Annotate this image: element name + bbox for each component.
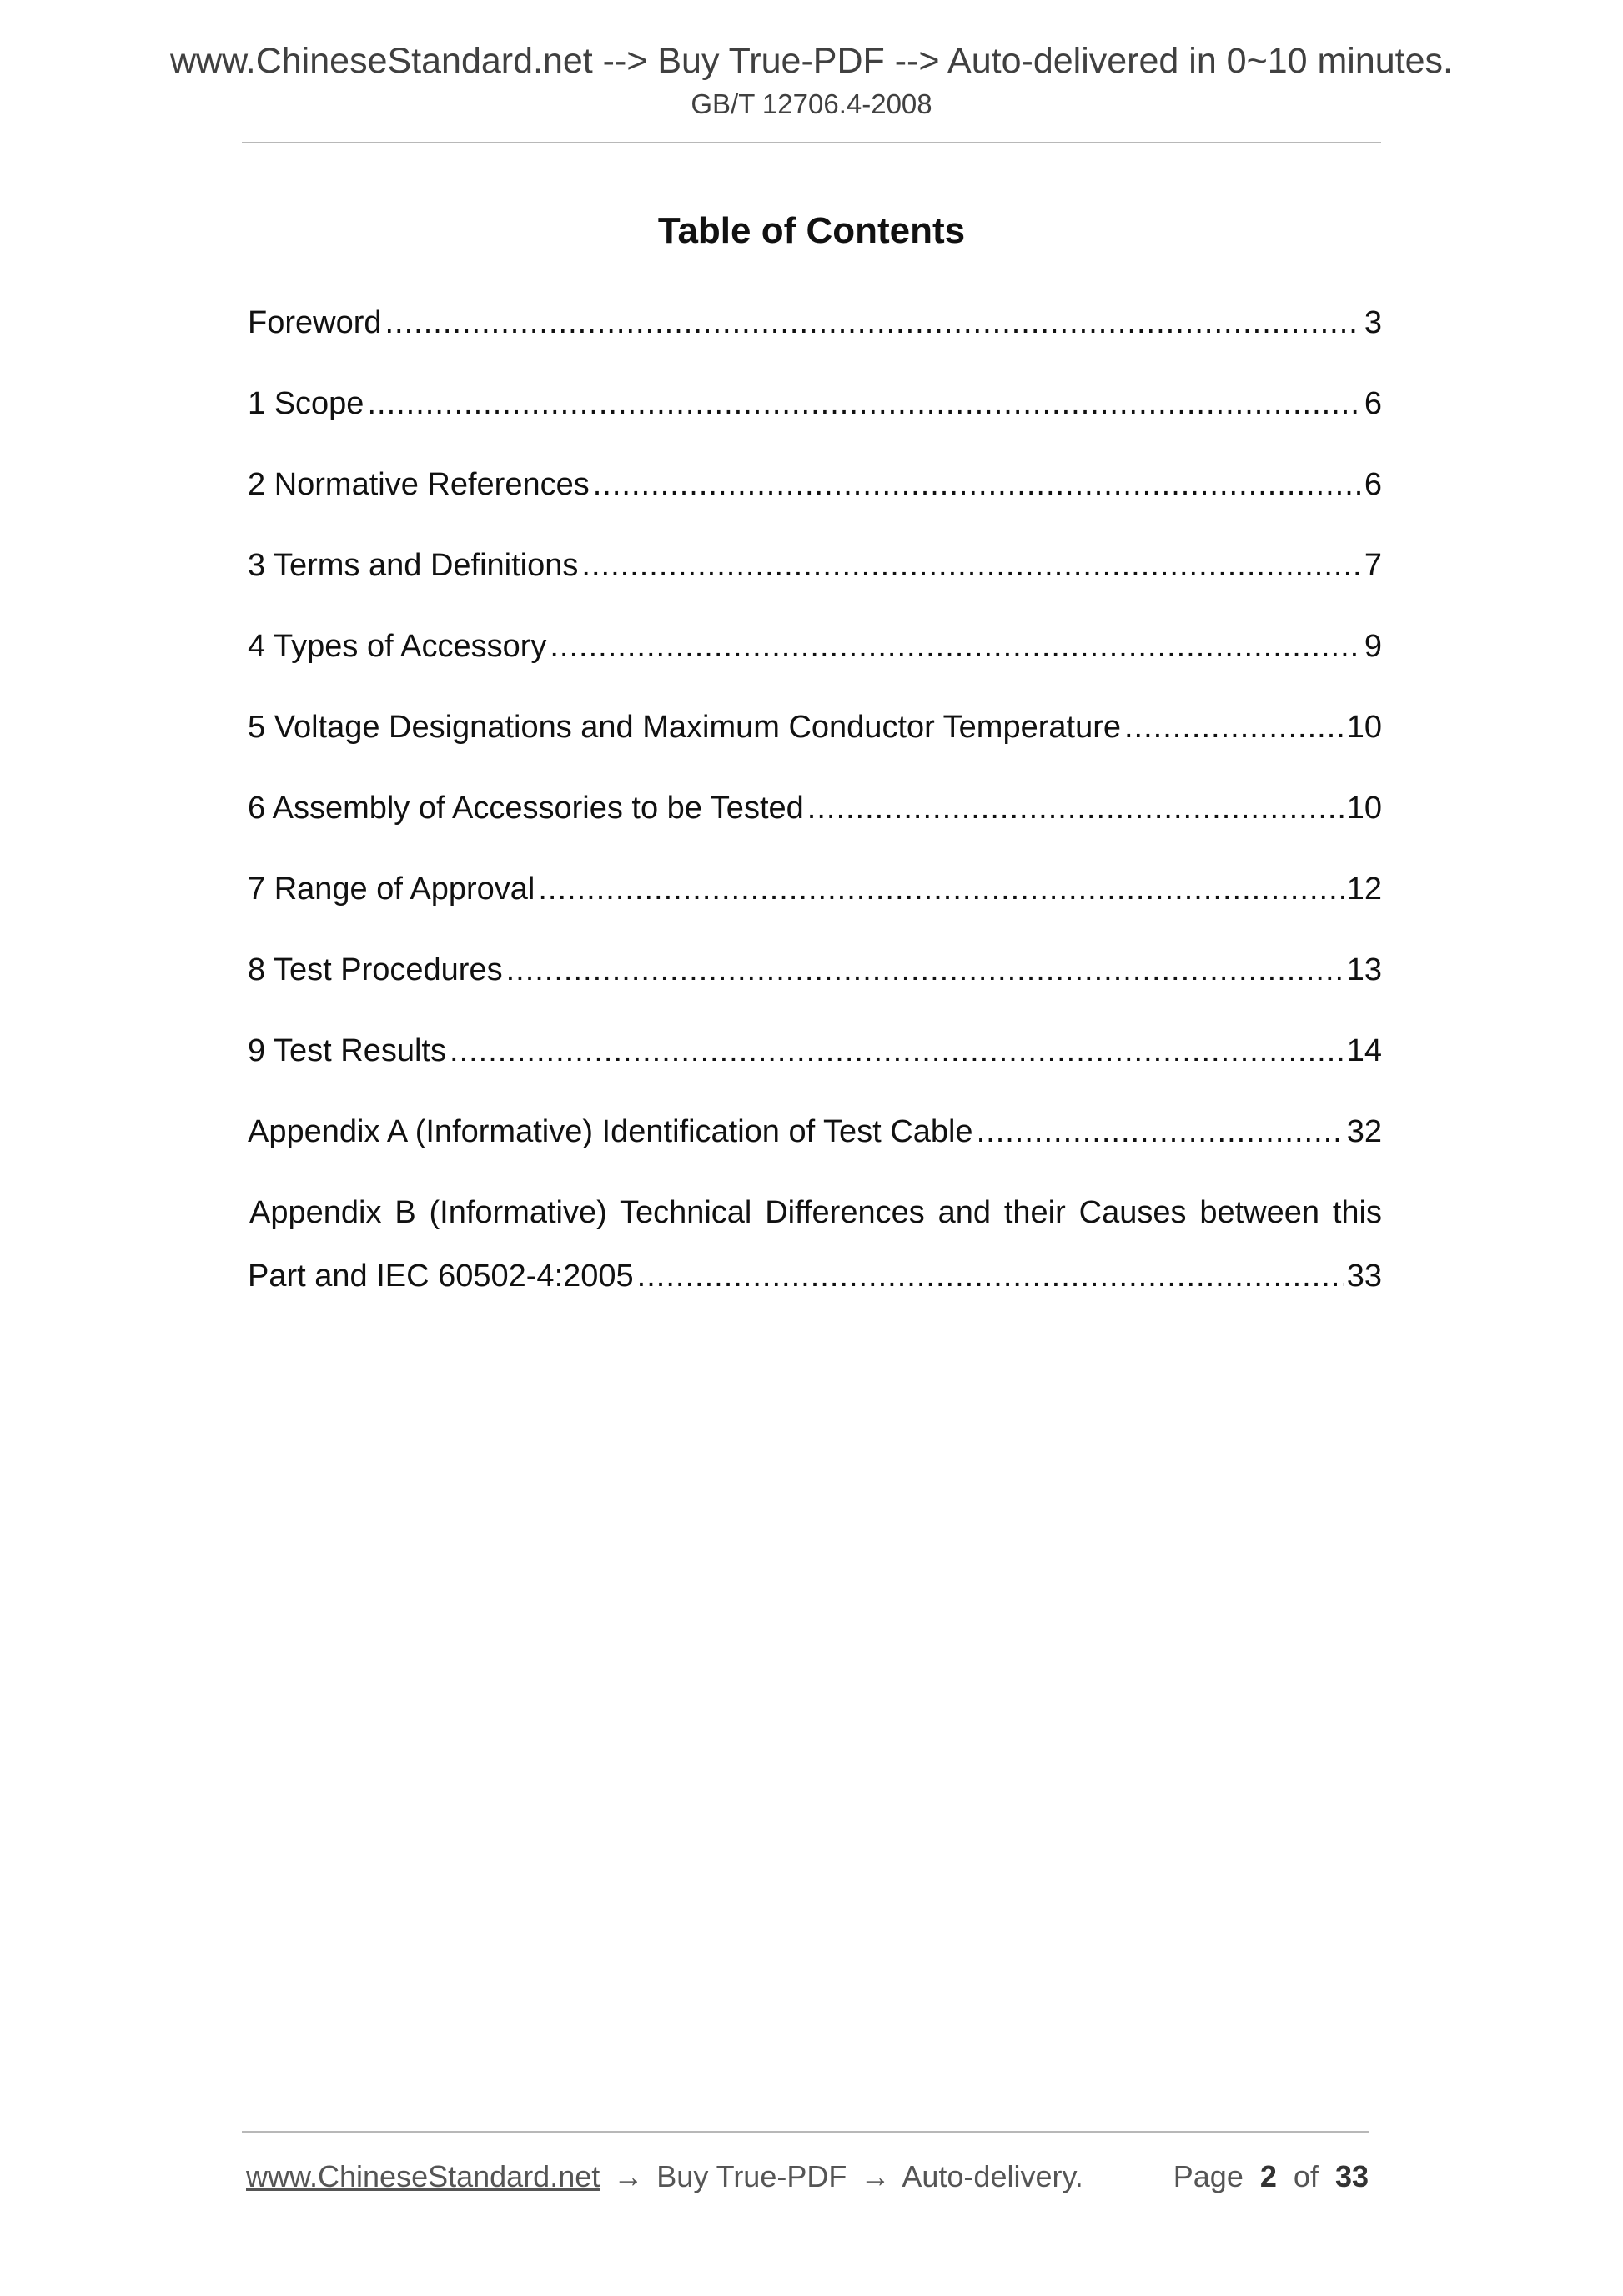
toc-entry-range-of-approval[interactable] [248, 873, 1382, 954]
toc-entry-text: 8 Test Procedures [248, 952, 503, 987]
toc-entry-text: 9 Test Results [248, 1033, 446, 1068]
toc-title: Table of Contents [657, 210, 966, 251]
header-divider [242, 142, 1381, 143]
toc-entry-assembly-of-accessories[interactable] [248, 792, 1382, 873]
arrow-right-icon: → [613, 2159, 644, 2193]
page-indicator [1173, 2159, 1369, 2193]
dot-leader [506, 954, 1344, 986]
dot-leader [807, 792, 1344, 824]
toc-entry-voltage-designations[interactable] [248, 711, 1382, 792]
toc-entry-scope[interactable] [248, 388, 1382, 469]
toc-entry-appendix-b[interactable] [248, 1197, 1382, 1292]
toc-entry-page: 12 [1346, 872, 1382, 907]
footer-site-link[interactable]: www.ChineseStandard.net [246, 2159, 600, 2193]
dot-leader [637, 1260, 1344, 1292]
toc-entry-normative-references[interactable] [248, 469, 1382, 550]
toc-entry-text: 5 Voltage Designations and Maximum Conductor Temperature [248, 710, 1121, 745]
toc-entry-test-results[interactable] [248, 1035, 1382, 1116]
toc-entry-page: 9 [1364, 629, 1382, 664]
toc-entry-text: 4 Types of Accessory [248, 629, 547, 664]
toc-entry-appendix-a[interactable] [248, 1116, 1382, 1197]
standard-code: GB/T 12706.4-2008 [691, 88, 932, 119]
toc-entry-page: 7 [1364, 548, 1382, 583]
toc-entry-text: 3 Terms and Definitions [248, 548, 579, 583]
toc-entry-text-line1: Appendix B (Informative) Technical Differences and their Causes between this [249, 1195, 1382, 1230]
dot-leader [550, 631, 1360, 662]
dot-leader [593, 469, 1361, 500]
dot-leader [581, 550, 1360, 581]
toc-entry-page: 32 [1346, 1114, 1382, 1149]
toc-entry-text-line2: Part and IEC 60502-4:2005 [248, 1259, 634, 1294]
toc-entry-page: 10 [1346, 791, 1382, 826]
toc-entry-page: 33 [1346, 1259, 1382, 1294]
page-current: 2 [1259, 2159, 1277, 2193]
toc-entry-foreword[interactable] [248, 307, 1382, 388]
table-of-contents [248, 307, 1382, 1292]
dot-leader [367, 388, 1360, 420]
toc-entry-page: 6 [1364, 386, 1382, 421]
toc-entry-test-procedures[interactable] [248, 954, 1382, 1035]
toc-entry-types-of-accessory[interactable] [248, 631, 1382, 711]
arrow-right-icon: → [860, 2159, 891, 2193]
footer-promo [246, 2159, 1083, 2193]
toc-entry-text: 6 Assembly of Accessories to be Tested [248, 791, 804, 826]
toc-entry-text: 7 Range of Approval [248, 872, 535, 907]
dot-leader [450, 1035, 1344, 1067]
page-label: Page [1173, 2159, 1244, 2193]
toc-entry-page: 14 [1346, 1033, 1382, 1068]
dot-leader [385, 307, 1361, 339]
toc-entry-page: 6 [1364, 467, 1382, 502]
toc-entry-text: 1 Scope [248, 386, 364, 421]
toc-entry-page: 10 [1346, 710, 1382, 745]
toc-entry-text: Appendix A (Informative) Identification of Test Cable [248, 1114, 973, 1149]
toc-entry-text: Foreword [248, 305, 382, 340]
footer-delivery-text: Auto-delivery. [902, 2159, 1083, 2193]
toc-entry-page: 3 [1364, 305, 1382, 340]
footer-divider [242, 2131, 1369, 2133]
page-total: 33 [1334, 2159, 1369, 2193]
toc-entry-text: 2 Normative References [248, 467, 590, 502]
toc-entry-terms-definitions[interactable] [248, 550, 1382, 631]
toc-entry-page: 13 [1346, 952, 1382, 987]
dot-leader [1124, 711, 1344, 743]
toc-entry-line2 [248, 1260, 1382, 1292]
of-label: of [1293, 2159, 1319, 2193]
footer-buy-text: Buy True-PDF [656, 2159, 847, 2193]
header-banner: www.ChineseStandard.net --> Buy True-PDF --> Auto-delivered in 0~10 minutes. [169, 41, 1453, 81]
dot-leader [538, 873, 1343, 905]
dot-leader [977, 1116, 1344, 1148]
